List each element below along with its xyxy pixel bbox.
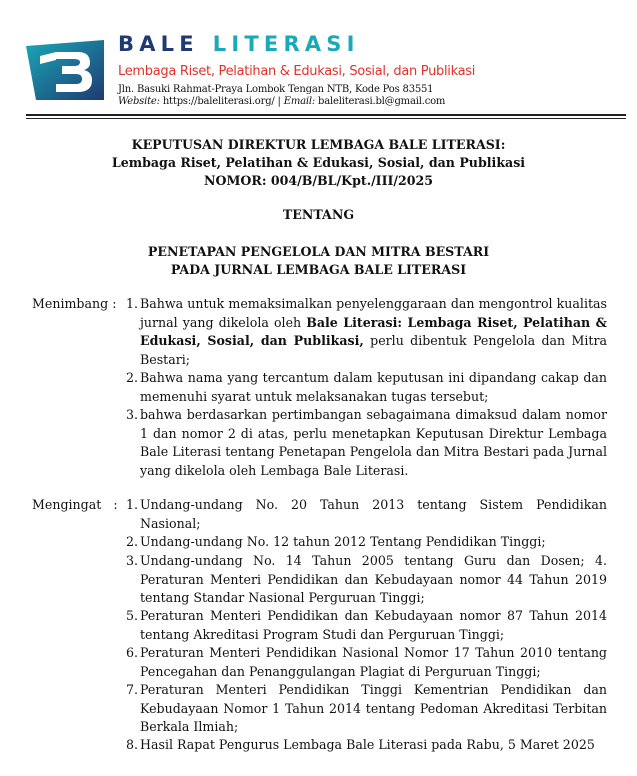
item-number: 7. (125, 682, 138, 697)
letterhead (0, 0, 637, 118)
contact-separator: | (274, 96, 284, 107)
item-number: 1. (125, 296, 138, 311)
item-number: 2. (125, 370, 138, 385)
decree-heading (0, 136, 637, 190)
website-label: Website: (118, 96, 160, 107)
decree-heading-line: KEPUTUSAN DIREKTUR LEMBAGA BALE LITERASI: (131, 137, 506, 152)
decree-heading-line: Lembaga Riset, Pelatihan & Edukasi, Sosial, dan Publikasi (111, 155, 526, 170)
item-number: 2. (125, 534, 138, 549)
decree-number: NOMOR: 004/B/BL/Kpt./III/2025 (204, 173, 433, 188)
item-number: 6. (125, 645, 138, 660)
item-number: 5. (125, 608, 138, 623)
item-text: Peraturan Menteri Pendidikan dan Kebudayaan nomor 87 Tahun 2014 tentang Akreditasi Program Studi dan Perguruan Tinggi; (140, 608, 607, 642)
bale-literasi-logo-icon (26, 36, 104, 100)
organization-name (118, 32, 360, 56)
organization-name-part1: BALE (118, 32, 199, 56)
item-text: Peraturan Menteri Pendidikan Tinggi Kementrian Pendidikan dan Kebudayaan Nomor 1 Tahun 2014 tentang Pedoman Akreditasi Terbitan Berkala Ilmiah; (140, 682, 607, 734)
subject-line: PADA JURNAL LEMBAGA BALE LITERASI (170, 262, 467, 277)
header-rule-thin (26, 118, 626, 119)
item-text: Bahwa untuk memaksimalkan penyelenggaraan dan mengontrol kualitas jurnal yang dikelola oleh Bale Literasi: Lembaga Riset, Pelatihan & Edukasi, Sosial, dan Publikasi, perlu dibentuk Pengelola dan Mitra Bestari; (140, 296, 607, 367)
organization-subtitle: Lembaga Riset, Pelatihan & Edukasi, Sosial, dan Publikasi (118, 64, 476, 79)
item-text: Hasil Rapat Pengurus Lembaga Bale Literasi pada Rabu, 5 Maret 2025 (140, 737, 595, 752)
header-rule (26, 114, 626, 116)
item-text: Bahwa nama yang tercantum dalam keputusan ini dipandang cakap dan memenuhi syarat untuk melaksanakan tugas tersebut; (140, 370, 607, 404)
item-text: Undang-undang No. 14 Tahun 2005 tentang Guru dan Dosen; 4. Peraturan Menteri Pendidikan dan Kebudayaan nomor 44 Tahun 2019 tentang Standar Nasional Perguruan Tinggi; (140, 553, 607, 605)
about-heading: TENTANG (282, 207, 355, 222)
decree-subject (0, 243, 637, 279)
item-text: Undang-undang No. 12 tahun 2012 Tentang Pendidikan Tinggi; (140, 534, 546, 549)
decree-about (0, 206, 637, 224)
item-text: bahwa berdasarkan pertimbangan sebagaimana dimaksud dalam nomor 1 dan nomor 2 di atas, perlu menetapkan Keputusan Direktur Lembaga Bale Literasi tentang Penetapan Pengelola dan Mitra Bestari pada Jurnal yang dikelola oleh Lembaga Bale Literasi. (140, 407, 607, 478)
item-text: Peraturan Menteri Pendidikan Nasional Nomor 17 Tahun 2010 tentang Pencegahan dan Penanggulangan Plagiat di Perguruan Tinggi; (140, 645, 607, 679)
mengingat-label: Mengingat : (32, 497, 118, 512)
subject-line: PENETAPAN PENGELOLA DAN MITRA BESTARI (147, 244, 490, 259)
email-label: Email: (283, 96, 316, 107)
menimbang-label: Menimbang : (32, 296, 117, 311)
item-number: 1. (125, 497, 138, 512)
item-number: 8. (125, 737, 138, 752)
website-link[interactable]: https://baleliterasi.org/ (162, 96, 275, 107)
item-text: Undang-undang No. 20 Tahun 2013 tentang Sistem Pendidikan Nasional; (140, 497, 607, 531)
organization-name-part2: LITERASI (212, 32, 360, 56)
email-link[interactable]: baleliterasi.bl@gmail.com (318, 96, 446, 107)
organization-address: Jln. Basuki Rahmat-Praya Lombok Tengan NTB, Kode Pos 83551 (118, 84, 434, 95)
item-number: 3. (125, 407, 138, 422)
organization-contact (118, 96, 445, 107)
organization-name-bold: Bale Literasi: Lembaga Riset, Pelatihan & Edukasi, Sosial, dan Publikasi, (140, 314, 607, 348)
item-number: 3. (125, 553, 138, 568)
